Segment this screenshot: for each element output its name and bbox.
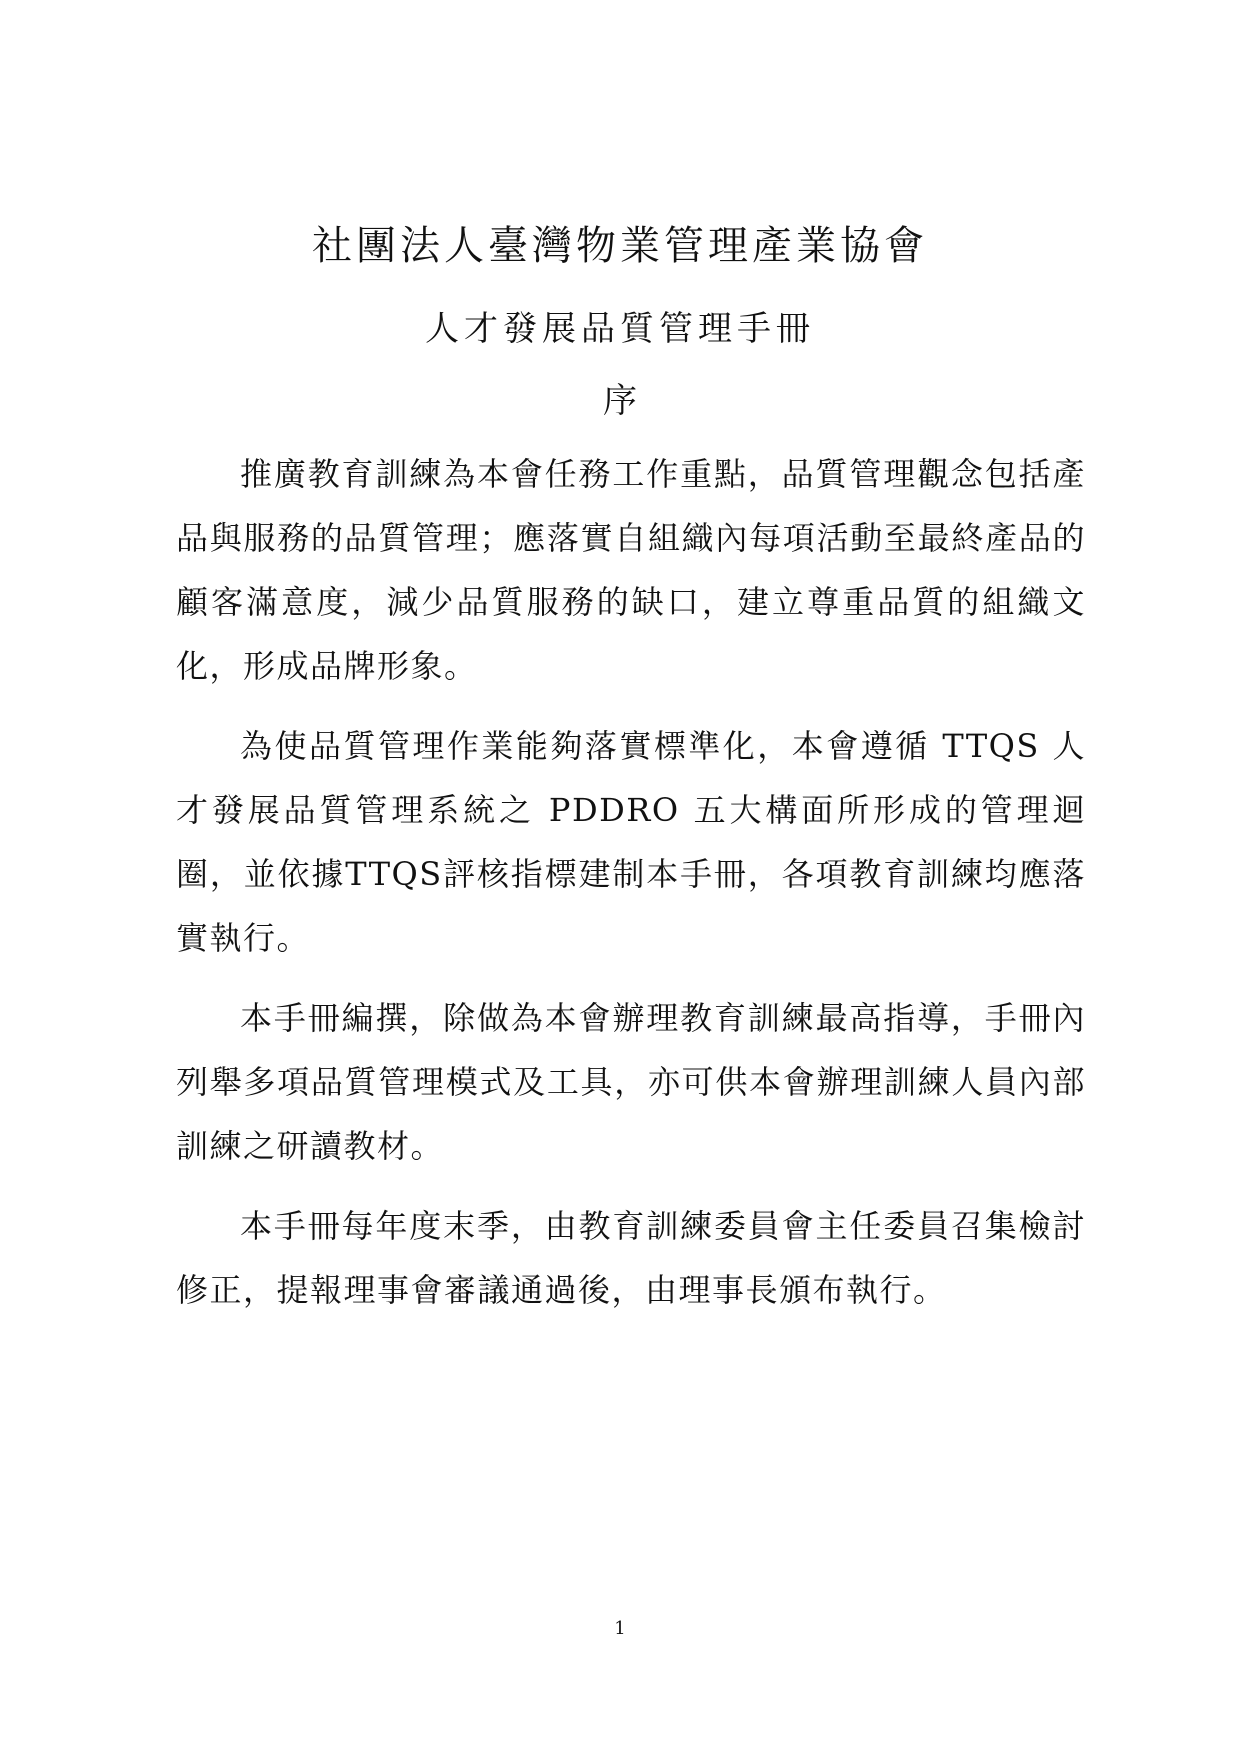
paragraph: 為使品質管理作業能夠落實標準化，本會遵循 TTQS 人才發展品質管理系統之 PDDRO 五大構面所形成的管理迴圈，並依據TTQS評核指標建制本手冊，各項教育訓練均應落實執行。 [176,727,1086,957]
page-number: 1 [614,1618,626,1639]
paragraph: 本手冊每年度末季，由教育訓練委員會主任委員召集檢討修正，提報理事會審議通過後，由理事長頒布執行。 [176,1207,1086,1309]
section-title: 序 [603,381,637,421]
paragraph: 推廣教育訓練為本會任務工作重點，品質管理觀念包括產品與服務的品質管理；應落實自組織內每項活動至最終產品的顧客滿意度，減少品質服務的缺口，建立尊重品質的組織文化，形成品牌形象。 [176,455,1086,685]
paragraph: 本手冊編撰，除做為本會辦理教育訓練最高指導，手冊內列舉多項品質管理模式及工具，亦可供本會辦理訓練人員內部訓練之研讀教材。 [176,999,1086,1165]
preface-body [176,442,1086,1338]
organization-title: 社團法人臺灣物業管理產業協會 [312,223,928,269]
document-title: 人才發展品質管理手冊 [425,309,815,349]
